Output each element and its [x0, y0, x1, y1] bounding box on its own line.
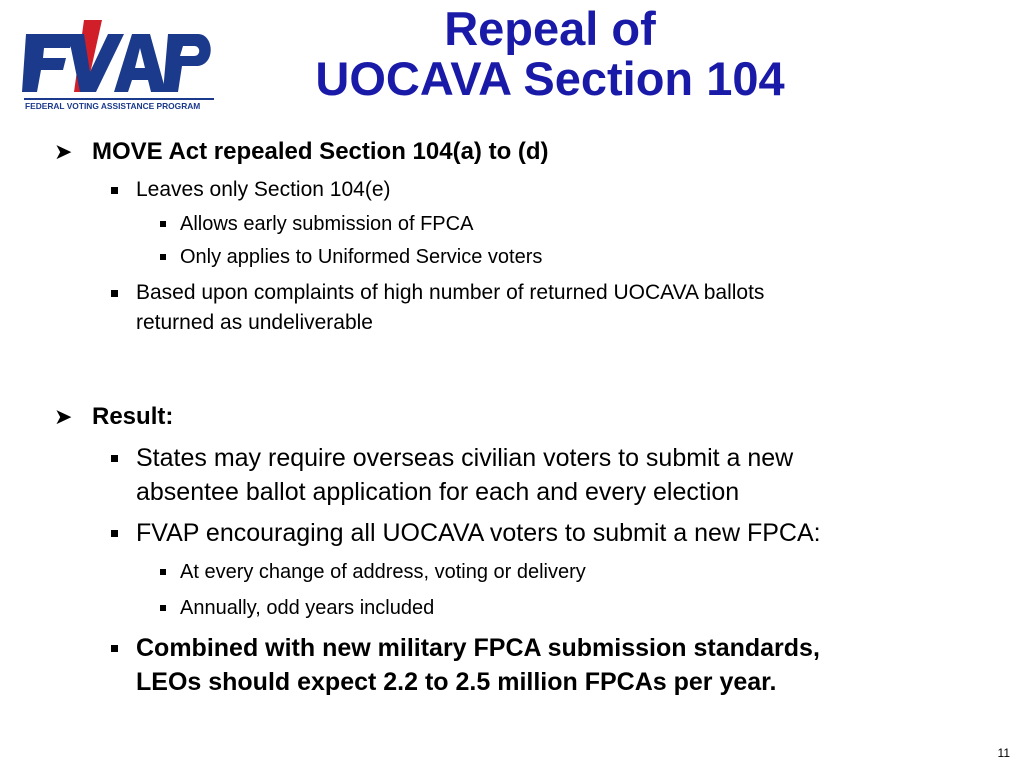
page-number: 11: [997, 746, 1010, 760]
logo-tagline: FEDERAL VOTING ASSISTANCE PROGRAM: [25, 101, 201, 110]
section1-sub2: Only applies to Uniformed Service voters: [180, 246, 543, 268]
arrow-bullet-icon: ➤: [54, 139, 73, 164]
section1-heading: MOVE Act repealed Section 104(a) to (d): [92, 138, 549, 165]
section2-item1-line1: States may require overseas civilian voters to submit a new: [136, 444, 794, 472]
bullet-level2: [106, 278, 764, 338]
square-bullet-icon: [156, 596, 180, 620]
section2-heading: Result:: [92, 403, 174, 430]
bullet-level3: [156, 245, 542, 269]
square-bullet-icon: [106, 631, 136, 661]
bullet-level2: [106, 631, 820, 699]
bullet-level3: [156, 560, 586, 584]
section2-item3-line1: Combined with new military FPCA submission standards,: [136, 634, 820, 662]
square-bullet-icon: [106, 175, 136, 205]
section1-item2: [136, 278, 764, 338]
section2-sub2: Annually, odd years included: [180, 597, 435, 619]
bullet-level1: [54, 401, 173, 433]
section2-item1: [136, 441, 793, 509]
bullet-level2: [106, 175, 391, 205]
square-bullet-icon: [106, 278, 136, 308]
square-bullet-icon: [156, 245, 180, 269]
bullet-level2: [106, 441, 793, 509]
square-bullet-icon: [156, 560, 180, 584]
square-bullet-icon: [106, 516, 136, 546]
section1-item2-line2: returned as undeliverable: [136, 311, 373, 334]
section1-item2-line1: Based upon complaints of high number of returned UOCAVA ballots: [136, 281, 765, 304]
section1-item1: Leaves only Section 104(e): [136, 178, 391, 201]
title-line-2: UOCAVA Section 104: [315, 52, 785, 105]
square-bullet-icon: [106, 441, 136, 471]
section2-item1-line2: absentee ballot application for each and every election: [136, 478, 740, 506]
bullet-level3: [156, 596, 434, 620]
section2-item2: FVAP encouraging all UOCAVA voters to submit a new FPCA:: [136, 519, 821, 547]
section2-sub1: At every change of address, voting or delivery: [180, 561, 586, 583]
square-bullet-icon: [156, 212, 180, 236]
title-line-1: Repeal of: [444, 2, 656, 55]
bullet-level3: [156, 212, 473, 236]
arrow-bullet-icon: ➤: [54, 404, 73, 429]
bullet-level1: [54, 136, 549, 168]
section2-item3-line2: LEOs should expect 2.2 to 2.5 million FPCAs per year.: [136, 668, 777, 696]
bullet-level2: [106, 516, 821, 550]
section1-sub1: Allows early submission of FPCA: [180, 213, 474, 235]
section2-item3: [136, 631, 820, 699]
